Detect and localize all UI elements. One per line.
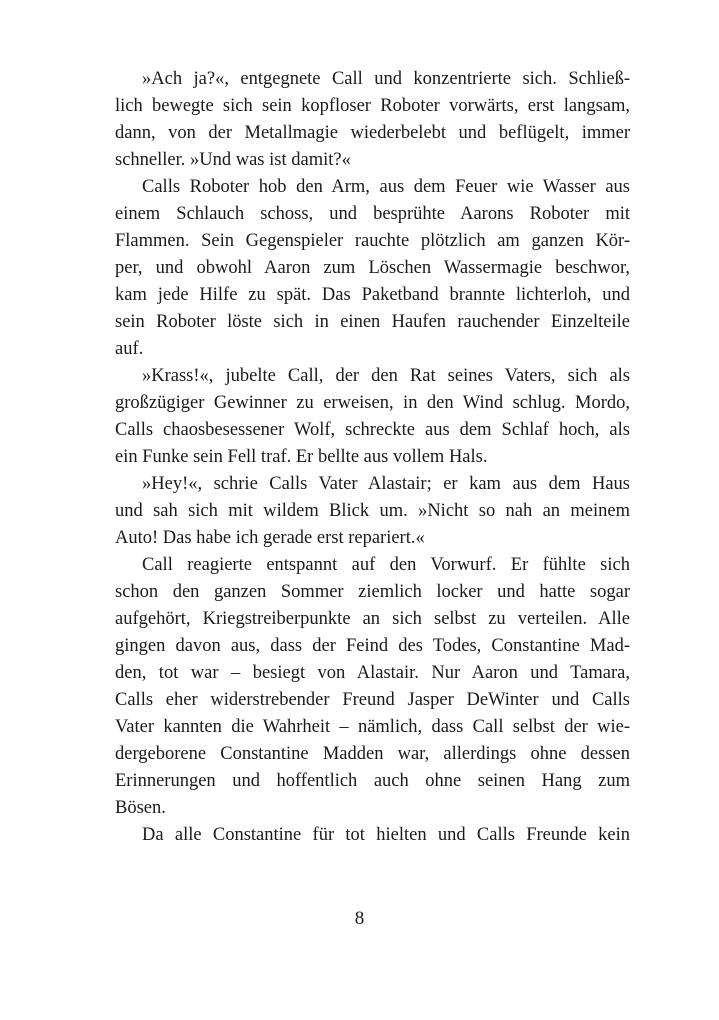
text-line: dann, von der Metallmagie wiederbelebt und beflügelt, immer	[115, 123, 630, 143]
text-line: »Hey!«, schrie Calls Vater Alastair; er kam aus dem Haus	[142, 474, 630, 494]
text-line: Auto! Das habe ich gerade erst repariert.«	[115, 528, 425, 548]
text-line: »Krass!«, jubelte Call, der den Rat seines Vaters, sich als	[142, 366, 630, 386]
text-line: Flammen. Sein Gegenspieler rauchte plötzlich am ganzen Kör-	[115, 231, 630, 251]
paragraph	[115, 822, 630, 849]
text-line: Bösen.	[115, 798, 166, 818]
text-line: Vater kannten die Wahrheit – nämlich, dass Call selbst der wie-	[115, 717, 630, 737]
paragraph	[115, 471, 630, 552]
text-line: den, tot war – besiegt von Alastair. Nur Aaron und Tamara,	[115, 663, 630, 683]
paragraph	[115, 174, 630, 363]
text-line: »Ach ja?«, entgegnete Call und konzentrierte sich. Schließ-	[142, 69, 630, 89]
text-line: aufgehört, Kriegstreiberpunkte an sich selbst zu verteilen. Alle	[115, 609, 630, 629]
text-line: einem Schlauch schoss, und besprühte Aarons Roboter mit	[115, 204, 630, 224]
text-line: Calls Roboter hob den Arm, aus dem Feuer wie Wasser aus	[142, 177, 630, 197]
text-line: gingen davon aus, dass der Feind des Todes, Constantine Mad-	[115, 636, 630, 656]
text-line: Calls chaosbesessener Wolf, schreckte aus dem Schlaf hoch, als	[115, 420, 630, 440]
text-line: Call reagierte entspannt auf den Vorwurf. Er fühlte sich	[142, 555, 630, 575]
text-line: großzügiger Gewinner zu erweisen, in den Wind schlug. Mordo,	[115, 393, 630, 413]
paragraph	[115, 66, 630, 174]
body-text	[115, 66, 630, 849]
paragraph	[115, 552, 630, 822]
text-line: schon den ganzen Sommer ziemlich locker und hatte sogar	[115, 582, 630, 602]
text-line: per, und obwohl Aaron zum Löschen Wassermagie beschwor,	[115, 258, 630, 278]
paragraph	[115, 363, 630, 471]
text-line: kam jede Hilfe zu spät. Das Paketband brannte lichterloh, und	[115, 285, 630, 305]
text-line: Erinnerungen und hoffentlich auch ohne seinen Hang zum	[115, 771, 630, 791]
text-line: und sah sich mit wildem Blick um. »Nicht so nah an meinem	[115, 501, 630, 521]
text-line: sein Roboter löste sich in einen Haufen rauchender Einzelteile	[115, 312, 630, 332]
page-number: 8	[354, 908, 365, 929]
text-line: Da alle Constantine für tot hielten und Calls Freunde kein	[142, 825, 630, 845]
text-line: lich bewegte sich sein kopfloser Roboter vorwärts, erst langsam,	[115, 96, 630, 116]
text-line: ein Funke sein Fell traf. Er bellte aus vollem Hals.	[115, 447, 488, 467]
text-line: Calls eher widerstrebender Freund Jasper DeWinter und Calls	[115, 690, 630, 710]
text-line: auf.	[115, 339, 144, 359]
text-line: dergeborene Constantine Madden war, allerdings ohne dessen	[115, 744, 630, 764]
text-line: schneller. »Und was ist damit?«	[115, 150, 351, 170]
